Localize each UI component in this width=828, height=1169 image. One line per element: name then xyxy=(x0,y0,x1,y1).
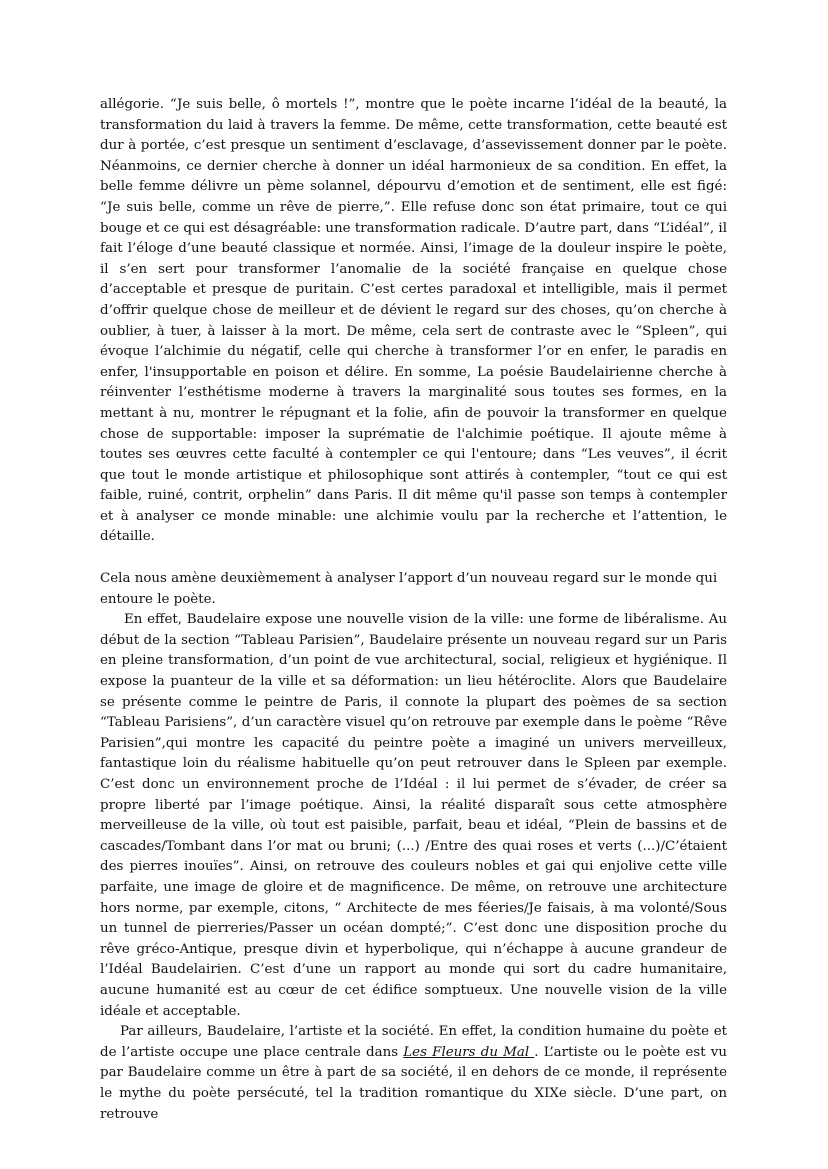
paragraph-text-start: Par ailleurs, Baudelaire, l’artiste et la société. En effet, la condition humaine du poète et de l’artiste occupe une place centrale dans xyxy=(100,1024,727,1060)
book-title: Les Fleurs du Mal xyxy=(403,1044,535,1060)
paragraph-gap xyxy=(100,548,727,569)
paragraph-text-end: . L’artiste ou le poète est vu par Baudelaire comme un être à part de sa société, il en dehors de ce monde, il représente le mythe du poète persécuté, tel la tradition romantique du XIXe siècle. D’une part, on retrouve xyxy=(100,1044,727,1122)
document-page xyxy=(100,95,727,1125)
paragraph-artiste-societe xyxy=(100,1022,727,1125)
paragraph-vision-ville: En effet, Baudelaire expose une nouvelle vision de la ville: une forme de libéralisme. Au début de la section “Tableau Parisien”, Baudelaire présente un nouveau regard sur un Paris en pleine transformation, d’un point de vue architectural, social, religieux et hygiénique. Il expose la puanteur de la ville et sa déformation: un lieu hétéroclite. Alors que Baudelaire se présente comme le peintre de Paris, il connote la plupart des poèmes de sa section “Tableau Parisiens”, d’un caractère visuel qu’on retrouve par exemple dans le poème “Rêve Parisien”,qui montre les capacité du peintre poète a imaginé un univers merveilleux, fantastique loin du réalisme habituelle qu’on peut retrouver dans le Spleen par exemple. C’est donc un environnement proche de l’Idéal : il lui permet de s’évader, de créer sa propre liberté par l’image poétique. Ainsi, la réalité disparaît sous cette atmosphère merveilleuse de la ville, où tout est paisible, parfait, beau et idéal, “Plein de bassins et de cascades/Tombant dans l’or mat ou bruni; (...) /Entre des quai roses et verts (...)/C’étaient des pierres inouïes”. Ainsi, on retrouve des couleurs nobles et gai qui enjolive cette ville parfaite, une image de gloire et de magnificence. De même, on retrouve une architecture hors norme, par exemple, citons, “ Architecte de mes féeries/Je faisais, à ma volonté/Sous un tunnel de pierreries/Passer un océan dompté;”. C’est donc une disposition proche du rêve gréco-Antique, presque divin et hyperbolique, qui n’échappe à aucune grandeur de l’Idéal Baudelairien. C’est d’une un rapport au monde qui sort du cadre humanitaire, aucune humanité est au cœur de cet édifice somptueux. Une nouvelle vision de la ville idéale et acceptable. xyxy=(100,612,727,1019)
paragraph-alchimie: allégorie. “Je suis belle, ô mortels !”, montre que le poète incarne l’idéal de la beauté, la transformation du laid à travers la femme. De même, cette transformation, cette beauté est dur à portée, c’est presque un sentiment d’esclavage, d’assevissement donner par le poète. Néanmoins, ce dernier cherche à donner un idéal harmonieux de sa condition. En effet, la belle femme délivre un pème solannel, dépourvu d’emotion et de sentiment, elle est figé: “Je suis belle, comme un rêve de pierre,”. Elle refuse donc son état primaire, tout ce qui bouge et ce qui est désagréable: une transformation radicale. D’autre part, dans “L’idéal”, il fait l’éloge d’une beauté classique et normée. Ainsi, l’image de la douleur inspire le poète, il s’en sert pour transformer l’anomalie de la société française en quelque chose d’acceptable et presque de puritain. C’est certes paradoxal et intelligible, mais il permet d’offrir quelque chose de meilleur et de dévient le regard sur des choses, qu’on cherche à oublier, à tuer, à laisser à la mort. De même, cela sert de contraste avec le “Spleen”, qui évoque l’alchimie du négatif, celle qui cherche à transformer l’or en enfer, le paradis en enfer, l'insupportable en poison et délire. En somme, La poésie Baudelairienne cherche à réinventer l’esthétisme moderne à travers la marginalité sous toutes ses formes, en la mettant à nu, montrer le répugnant et la folie, afin de pouvoir la transformer en quelque chose de supportable: imposer la suprématie de l'alchimie poétique. Il ajoute même à toutes ses œuvres cette faculté à contempler ce qui l'entoure; dans “Les veuves”, il écrit que tout le monde artistique et philosophique sont attirés à contempler, “tout ce qui est faible, ruiné, contrit, orphelin” dans Paris. Il dit même qu'il passe son temps à contempler et à analyser ce monde minable: une alchimie voulu par la recherche et l’attention, le détaille. xyxy=(100,97,727,545)
paragraph-transition: Cela nous amène deuxièmement à analyser l’apport d’un nouveau regard sur le monde qui entoure le poète. xyxy=(100,571,718,607)
